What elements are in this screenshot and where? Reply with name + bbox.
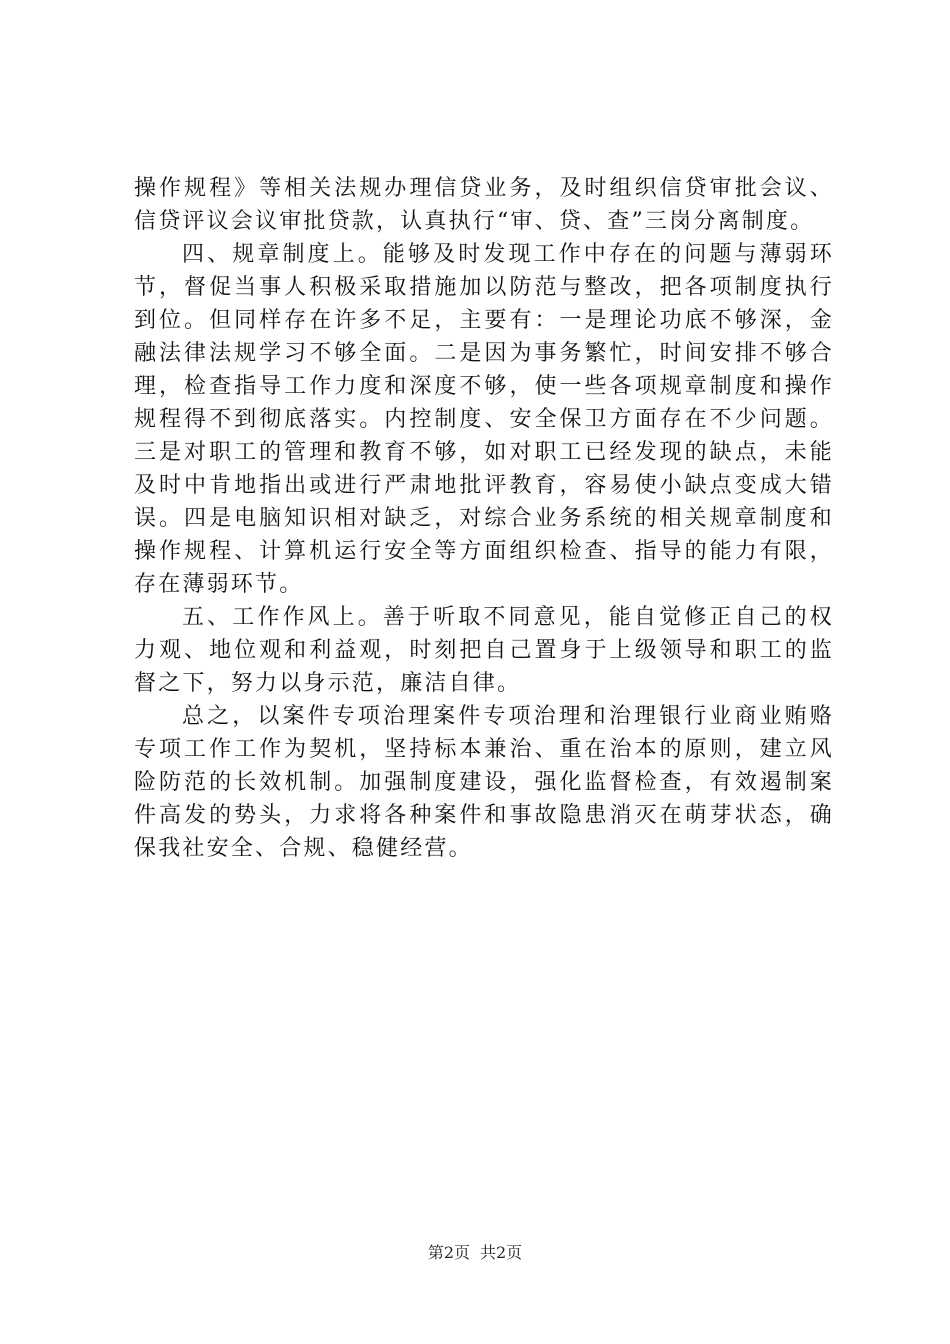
page-footer [0,1243,950,1263]
page-number: 第2页 [427,1243,470,1262]
paragraph-conclusion: 总之，以案件专项治理案件专项治理和治理银行业商业贿赂专项工作工作为契机，坚持标本兼治、重在治本的原则，建立风险防范的长效机制。加强制度建设，强化监督检查，有效遏制案件高发的势头，力求将各种案件和事故隐患消灭在萌芽状态，确保我社安全、合规、稳健经营。 [134,704,834,861]
paragraph-rules-and-regulations: 四、规章制度上。能够及时发现工作中存在的问题与薄弱环节，督促当事人积极采取措施加以防范与整改，把各项制度执行到位。但同样存在许多不足，主要有：一是理论功底不够深，金融法律法规学习不够全面。二是因为事务繁忙，时间安排不够合理，检查指导工作力度和深度不够，使一些各项规章制度和操作规程得不到彻底落实。内控制度、安全保卫方面存在不少问题。三是对职工的管理和教育不够，如对职工已经发现的缺点，未能及时中肯地指出或进行严肃地批评教育，容易使小缺点变成大错误。四是电脑知识相对缺乏，对综合业务系统的相关规章制度和操作规程、计算机运行安全等方面组织检查、指导的能力有限，存在薄弱环节。 [134,242,834,597]
paragraph-continuation: 操作规程》等相关法规办理信贷业务，及时组织信贷审批会议、信贷评议会议审批贷款，认真执行“审、贷、查”三岗分离制度。 [134,176,834,234]
page-total: 共2页 [480,1243,523,1262]
paragraph-work-style: 五、工作作风上。善于听取不同意见，能自觉修正自己的权力观、地位观和利益观，时刻把自己置身于上级领导和职工的监督之下，努力以身示范，廉洁自律。 [134,605,834,696]
document-body [134,172,834,865]
